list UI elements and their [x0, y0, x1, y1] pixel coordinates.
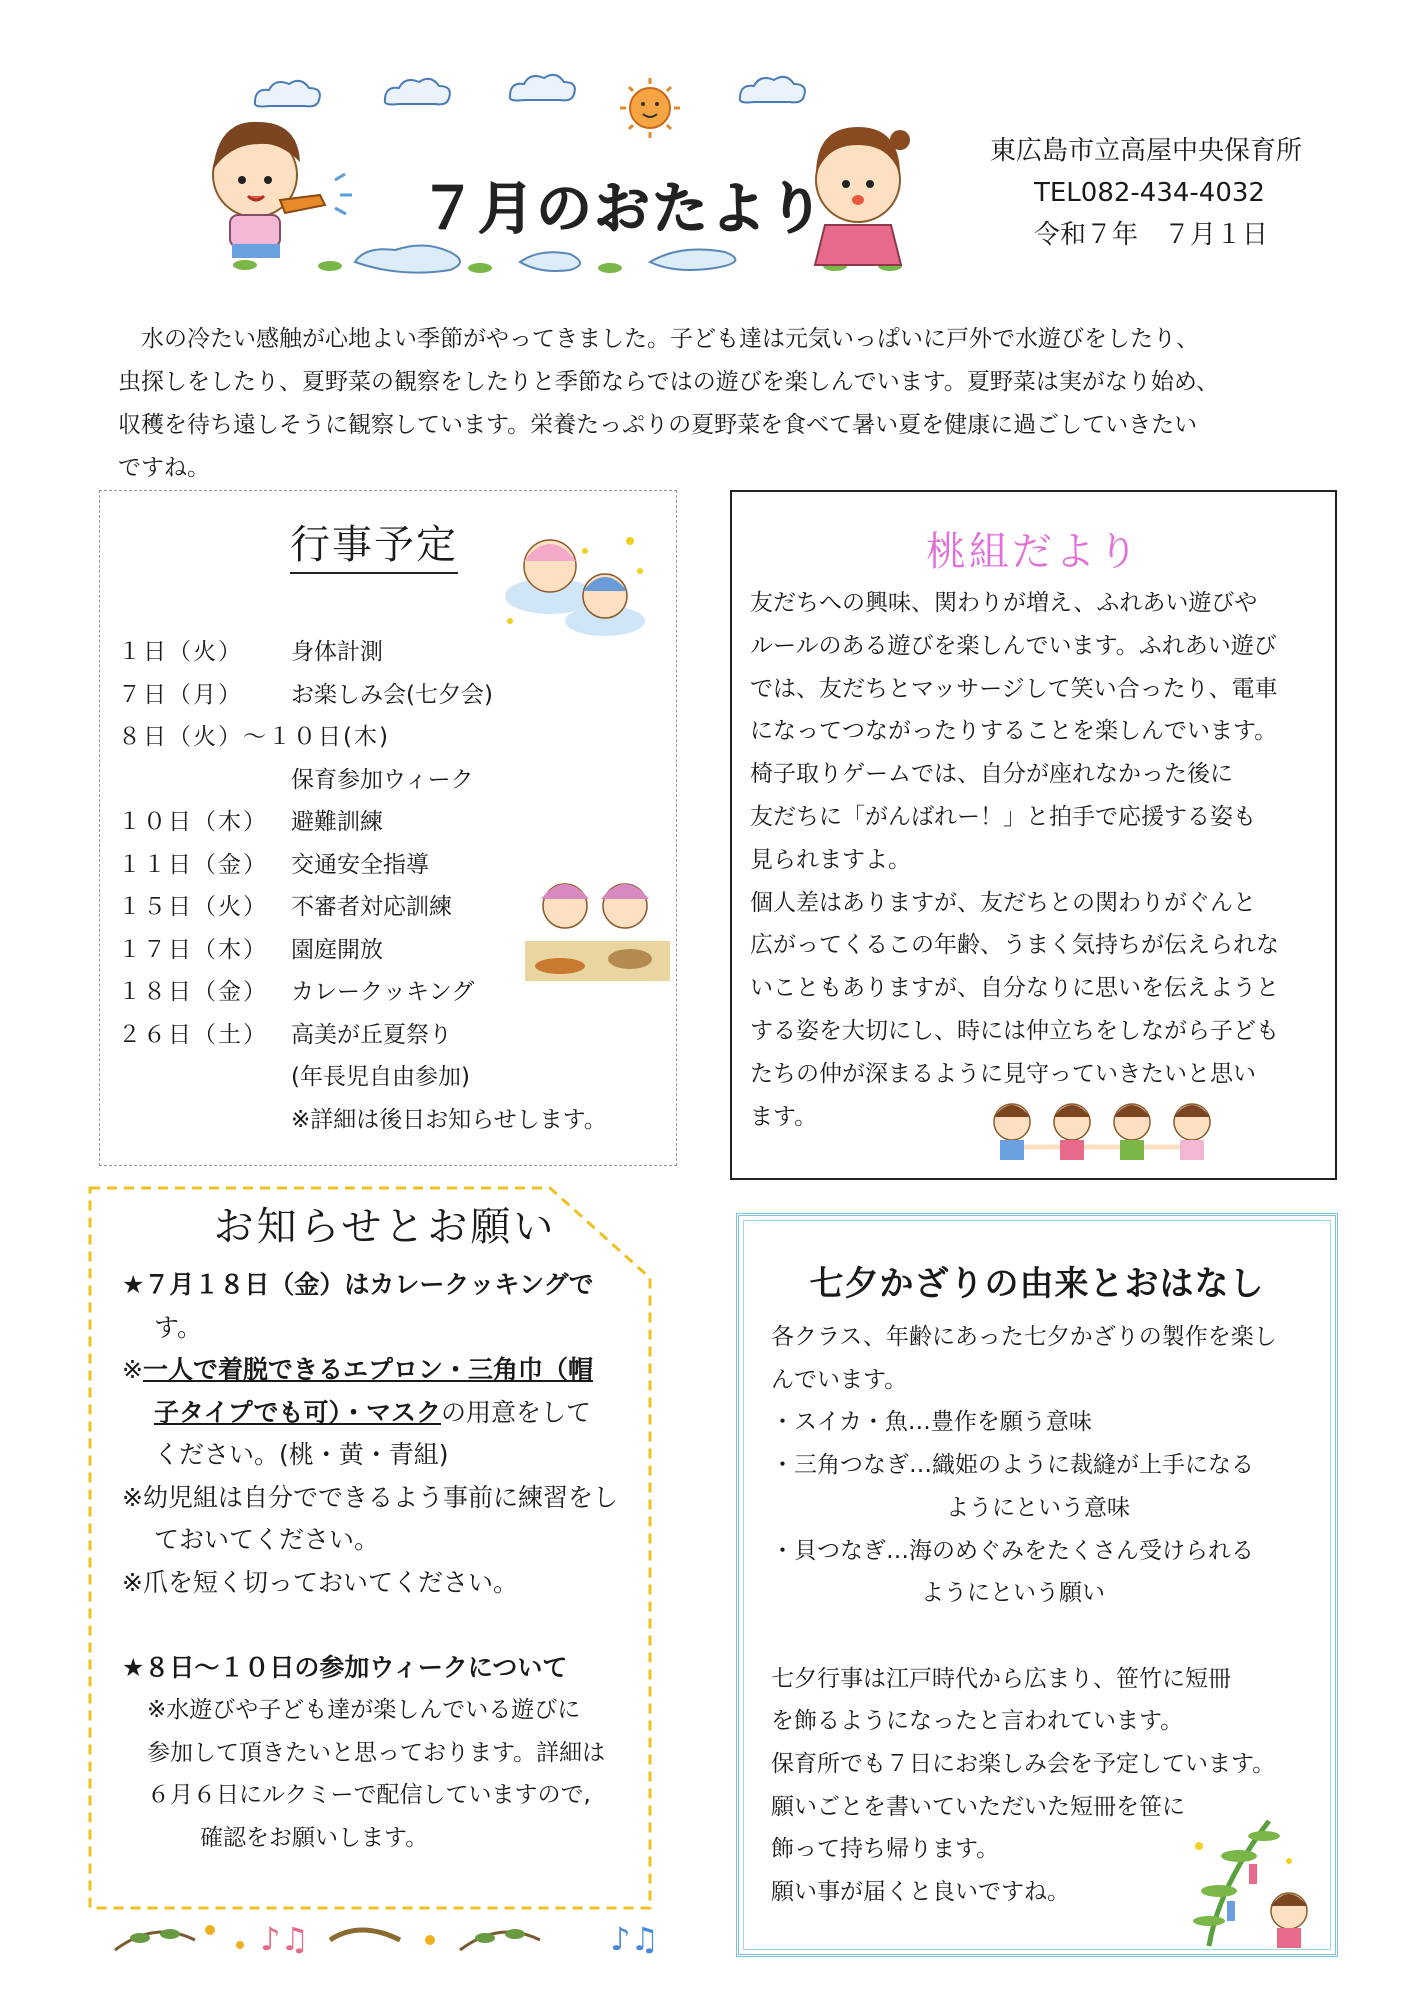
event-date: １日（火）: [118, 639, 243, 665]
week-line: 確認をお願いします。: [200, 1824, 429, 1851]
event-row: [118, 971, 607, 1014]
event-name: 高美が丘夏祭り: [291, 1021, 452, 1048]
bamboo-tanabata-icon: [1179, 1816, 1329, 1951]
event-name: 不審者対応訓練: [291, 894, 452, 920]
event-date: ８日（火）～１０日(木): [118, 724, 390, 750]
event-date: ７日（月）: [118, 681, 243, 708]
svg-text:♪♫: ♪♫: [610, 1920, 660, 1958]
event-name: お楽しみ会(七夕会): [291, 681, 493, 708]
curry-notice-cont: す。: [154, 1312, 203, 1342]
infant-notice: ※幼児組は自分でできるよう事前に練習をし: [122, 1482, 618, 1512]
event-date: [118, 1056, 291, 1099]
momo-line: する姿を大切にし、時には仲立ちをしながら子ども: [750, 1017, 1279, 1044]
tanabata-story: 保育所でも７日にお楽しみ会を予定しています。: [771, 1751, 1276, 1778]
intro-paragraph: [118, 318, 1318, 490]
momo-class-body: [750, 582, 1330, 1138]
week-line: ６月６日にルクミーで配信していますので,: [147, 1782, 591, 1808]
event-date: １０日（木）: [118, 809, 268, 835]
tanabata-story: 七夕行事は江戸時代から広まり、笹竹に短冊: [771, 1665, 1231, 1692]
prep-rest: の用意をして: [441, 1397, 592, 1427]
event-row: [118, 674, 607, 717]
sun-icon: [620, 78, 680, 138]
nails-notice: ※爪を短く切っておいてください。: [122, 1567, 518, 1597]
event-name: 避難訓練: [291, 809, 383, 835]
momo-line: たちの仲が深まるように見守っていきたいと思い: [750, 1060, 1256, 1087]
event-date: ２６日（土）: [118, 1021, 268, 1048]
children-on-clouds-icon: [500, 521, 650, 641]
tanabata-item: ・三角つなぎ…織姫のように裁縫が上手になる: [771, 1452, 1254, 1479]
events-list: [118, 631, 607, 1141]
momo-line: 個人差はありますが、友だちとの関わりがぐんと: [750, 889, 1256, 916]
events-title: 行事予定: [290, 513, 458, 574]
events-box: [99, 490, 677, 1166]
event-name: (年長児自由参加): [291, 1064, 470, 1090]
school-tel: TEL082-434-4032: [1034, 178, 1265, 208]
event-date: １１日（金）: [118, 851, 268, 878]
header: [0, 0, 1413, 300]
event-date: １５日（火）: [118, 894, 268, 920]
momo-line: ルールのある遊びを楽しんでいます。ふれあい遊び: [750, 632, 1277, 659]
boy-water-gun-icon: [213, 122, 352, 258]
week-line: 参加して頂きたいと思っております。詳細は: [147, 1739, 606, 1766]
event-date: １７日（木）: [118, 936, 268, 963]
issue-date: 令和７年 ７月１日: [1034, 220, 1269, 250]
week-title: ★８日～１０日の参加ウィークについて: [122, 1652, 568, 1682]
momo-line: 椅子取りゲームでは、自分が座れなかった後に: [750, 761, 1233, 788]
event-name: 交通安全指導: [291, 851, 429, 878]
note-mark: ※: [122, 1355, 143, 1384]
notice-title: お知らせとお願い: [213, 1204, 557, 1250]
momo-line: ます。: [750, 1103, 818, 1130]
momo-line: 友だちに「がんばれー！」と拍手で応援する姿も: [750, 803, 1256, 830]
tanabata-item: ・スイカ・魚…豊作を願う意味: [771, 1409, 1092, 1436]
tanabata-box: [736, 1213, 1338, 1957]
school-info: [990, 130, 1302, 256]
school-name: 東広島市立高屋中央保育所: [990, 136, 1303, 166]
children-holding-hands-icon: [982, 1097, 1242, 1172]
tanabata-story: を飾るようになったと言われています。: [771, 1708, 1184, 1735]
curry-notice: ★７月１８日（金）はカレークッキングで: [122, 1270, 594, 1299]
notice-body: [122, 1264, 682, 1859]
tanabata-story: 願い事が届くと良いですね。: [771, 1879, 1070, 1906]
momo-line: 友だちへの興味、関わりが増え、ふれあい遊びや: [750, 590, 1258, 616]
tanabata-title: 七夕かざりの由来とおはなし: [809, 1264, 1265, 1304]
newsletter-title: ７月のおたより: [420, 177, 826, 242]
event-name: カレークッキング: [291, 979, 475, 1005]
event-row: [118, 716, 607, 759]
event-date: [118, 759, 291, 802]
intro-line: 虫探しをしたり、夏野菜の観察をしたりと季節ならではの遊びを楽しんでいます。夏野菜は実がなり始め、: [118, 369, 1220, 395]
girl-icon: [815, 127, 910, 265]
prep-notice-classes: ください。(桃・黄・青組): [154, 1440, 449, 1469]
prep-notice: [122, 1349, 682, 1392]
event-name: 身体計測: [291, 639, 383, 665]
prep-items: 一人で着脱できるエプロン・三角巾（帽: [142, 1355, 593, 1384]
event-date: [118, 1099, 291, 1142]
week-line: ※水遊びや子ども達が楽しんでいる遊びに: [147, 1697, 581, 1723]
momo-line: 広がってくるこの年齢、うまく気持ちが伝えられな: [750, 932, 1279, 959]
event-name: 園庭開放: [291, 936, 383, 963]
event-date: １８日（金）: [118, 979, 268, 1005]
event-row: [118, 1014, 607, 1057]
momo-line: になってつながったりすることを楽しんでいます。: [750, 718, 1278, 745]
event-name: 保育参加ウィーク: [291, 766, 474, 793]
momo-line: 見られますよ。: [750, 846, 911, 873]
tanabata-item-cont: ようにという願い: [921, 1580, 1105, 1607]
tanabata-item-cont: ようにという意味: [946, 1494, 1130, 1521]
prep-items-cont: 子タイプでも可）・マスク: [154, 1397, 442, 1427]
tanabata-story: 願いごとを書いていただいた短冊を笹に: [771, 1793, 1185, 1820]
music-notes-decoration: [110, 1900, 690, 1970]
event-row: [118, 631, 607, 674]
intro-line: 水の冷たい感触が心地よい季節がやってきました。子ども達は元気いっぱいに戸外で水遊びをしたり、: [141, 326, 1199, 352]
event-row: [118, 886, 607, 929]
momo-line: いこともありますが、自分なりに思いを伝えようと: [750, 975, 1279, 1002]
event-row: [118, 929, 607, 972]
momo-class-box: [730, 490, 1337, 1180]
event-row: [118, 1056, 607, 1099]
event-row: [118, 1099, 607, 1142]
tanabata-story: 飾って持ち帰ります。: [771, 1836, 1000, 1863]
intro-line: ですね。: [118, 455, 210, 481]
prep-notice-cont: [122, 1392, 682, 1435]
tanabata-item: ・貝つなぎ…海のめぐみをたくさん受けられる: [771, 1537, 1254, 1564]
momo-line: では、友だちとマッサージして笑い合ったり、電車: [750, 675, 1278, 702]
event-row: [118, 844, 607, 887]
tanabata-line: んでいます。: [771, 1366, 908, 1393]
event-row: [118, 801, 607, 844]
event-name: ※詳細は後日お知らせします。: [291, 1106, 607, 1133]
tanabata-line: 各クラス、年齢にあった七夕かざりの製作を楽し: [771, 1324, 1277, 1350]
intro-line: 収穫を待ち遠しそうに観察しています。栄養たっぷりの夏野菜を食べて暑い夏を健康に過ごしていきたい: [118, 412, 1198, 438]
event-row: [118, 759, 607, 802]
svg-text:♪♫: ♪♫: [260, 1920, 310, 1958]
momo-class-title: 桃組だより: [926, 529, 1141, 575]
infant-notice-cont: ておいてください。: [154, 1525, 380, 1554]
